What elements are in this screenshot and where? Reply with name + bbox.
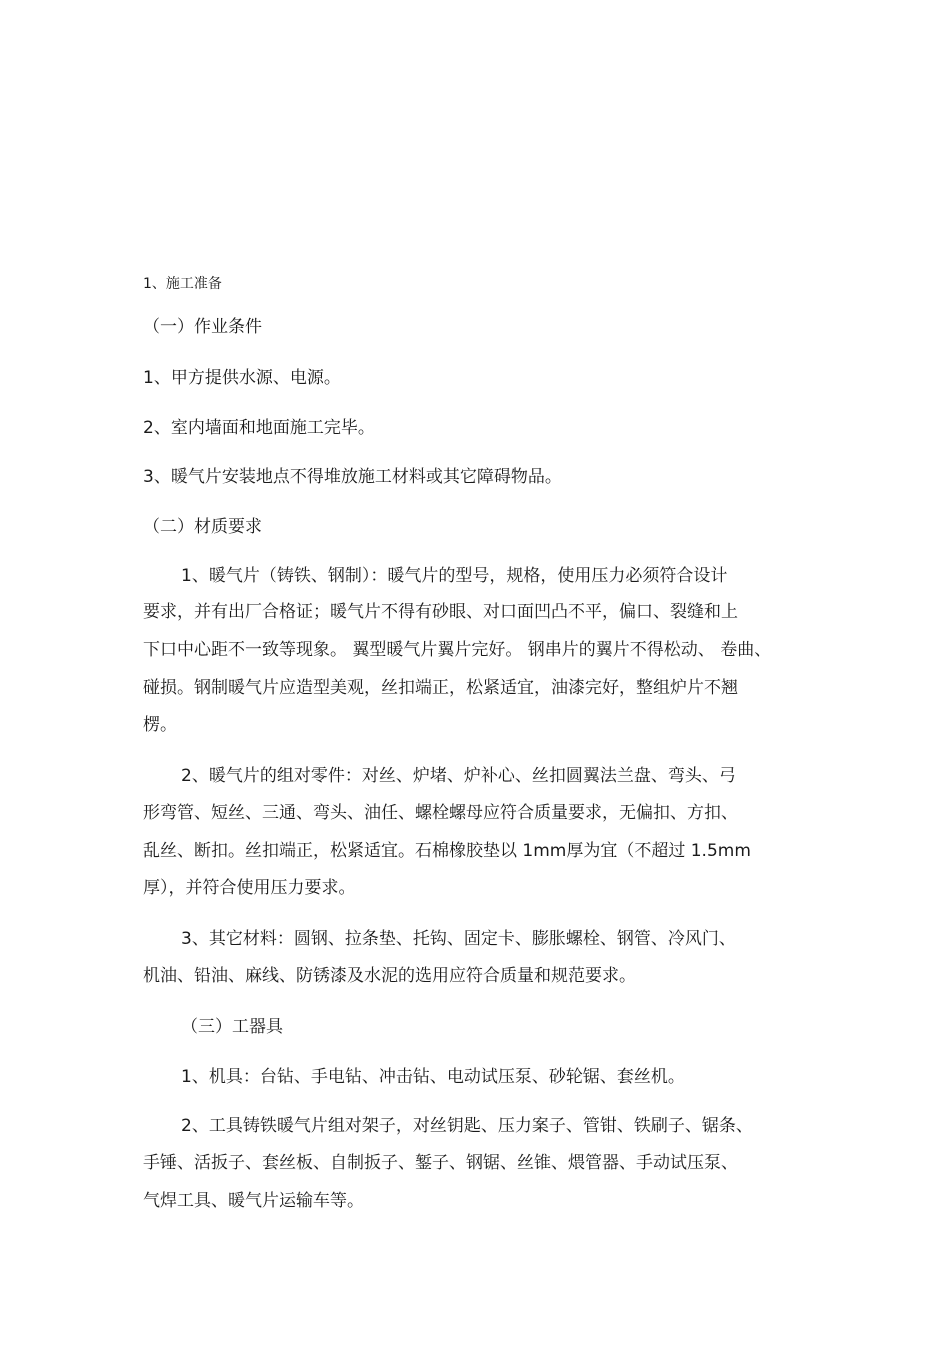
section-title-tools: （三）工器具 <box>181 1017 283 1037</box>
condition-item-2: 2、室内墙面和地面施工完毕。 <box>143 418 375 438</box>
section-title-work-conditions: （一）作业条件 <box>143 317 262 337</box>
material-para1-line1: 1、暖气片（铸铁、钢制）：暖气片的型号，规格，使用压力必须符合设计 <box>181 566 728 586</box>
document-heading: 1、施工准备 <box>143 276 222 292</box>
material-para2-line3: 乱丝、断扣。丝扣端正，松紧适宜。石棉橡胶垫以 1mm厚为宜（不超过 1.5mm <box>143 841 751 861</box>
material-para2-line4: 厚），并符合使用压力要求。 <box>143 878 356 898</box>
material-para1-line4: 碰损。钢制暖气片应造型美观，丝扣端正，松紧适宜，油漆完好，整组炉片不翘 <box>143 678 738 698</box>
tools-para1-line1: 1、机具：台钻、手电钻、冲击钻、电动试压泵、砂轮锯、套丝机。 <box>181 1067 685 1087</box>
condition-item-3: 3、暖气片安装地点不得堆放施工材料或其它障碍物品。 <box>143 467 562 487</box>
tools-para2-line1: 2、工具铸铁暖气片组对架子，对丝钥匙、压力案子、管钳、铁刷子、锯条、 <box>181 1116 753 1136</box>
tools-para2-line3: 气焊工具、暖气片运输车等。 <box>143 1191 364 1211</box>
tools-para2-line2: 手锤、活扳子、套丝板、自制扳子、錾子、钢锯、丝锥、煨管器、手动试压泵、 <box>143 1153 738 1173</box>
material-para1-line5: 楞。 <box>143 715 177 735</box>
material-para1-line2: 要求，并有出厂合格证；暖气片不得有砂眼、对口面凹凸不平，偏口、裂缝和上 <box>143 602 738 622</box>
condition-item-1: 1、甲方提供水源、电源。 <box>143 368 341 388</box>
section-title-material-requirements: （二）材质要求 <box>143 517 262 537</box>
material-para3-line2: 机油、铅油、麻线、防锈漆及水泥的选用应符合质量和规范要求。 <box>143 966 636 986</box>
material-para2-line2: 形弯管、短丝、三通、弯头、油任、螺栓螺母应符合质量要求，无偏扣、方扣、 <box>143 803 738 823</box>
material-para2-line1: 2、暖气片的组对零件：对丝、炉堵、炉补心、丝扣圆翼法兰盘、弯头、弓 <box>181 766 736 786</box>
material-para3-line1: 3、其它材料：圆钢、拉条垫、托钩、固定卡、膨胀螺栓、钢管、冷风门、 <box>181 929 736 949</box>
material-para1-line3: 下口中心距不一致等现象。 翼型暖气片翼片完好。 钢串片的翼片不得松动、 卷曲、 <box>143 640 772 660</box>
